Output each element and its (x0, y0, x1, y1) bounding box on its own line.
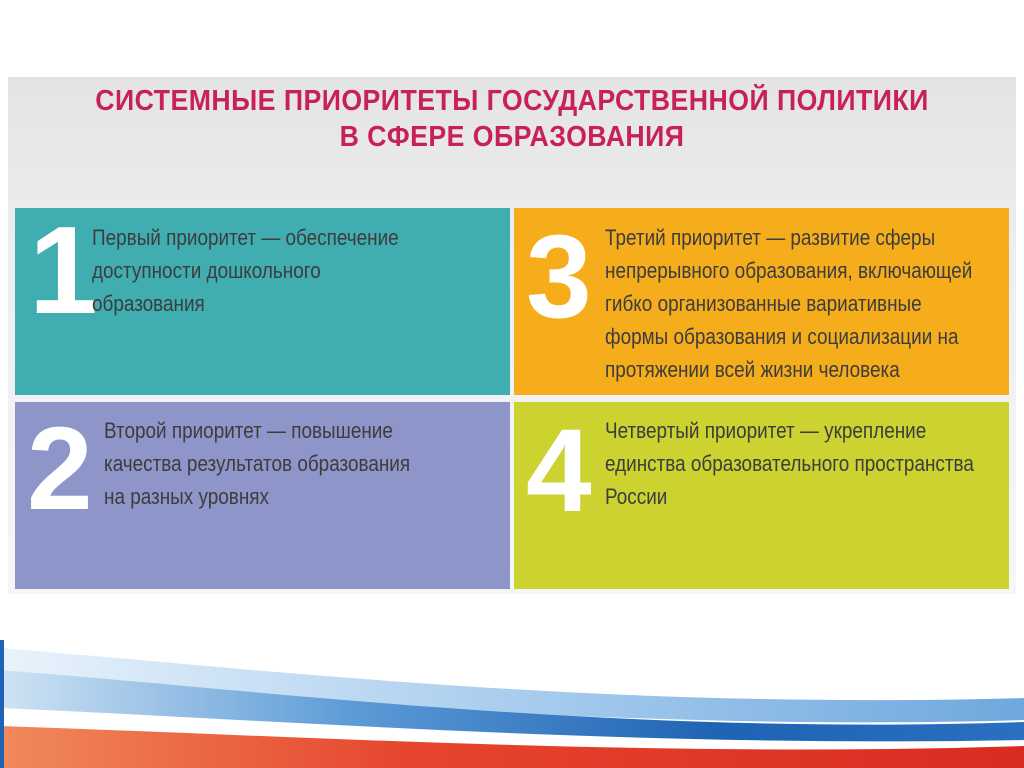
priority-text (92, 221, 399, 320)
priority-number: 1 (29, 202, 98, 340)
title-line-1: СИСТЕМНЫЕ ПРИОРИТЕТЫ ГОСУДАРСТВЕННОЙ ПОЛИТИКИ (95, 85, 929, 117)
priority-text-line: качества результатов образования (104, 451, 411, 476)
priority-text-line: России (605, 484, 668, 509)
priority-text (104, 414, 410, 513)
priority-card-3 (514, 208, 1009, 395)
priority-text-line: Первый приоритет — обеспечение (92, 225, 399, 250)
priority-text-line: единства образовательного пространства (605, 451, 974, 476)
priority-text-line: Третий приоритет — развитие сферы (605, 225, 936, 250)
priority-text-line: образования (92, 291, 205, 316)
wave-left-edge (0, 640, 4, 768)
priority-text-line: протяжении всей жизни человека (605, 357, 900, 382)
title-line-2: В СФЕРЕ ОБРАЗОВАНИЯ (339, 121, 685, 153)
slide-title (41, 83, 983, 155)
priority-card-1 (15, 202, 510, 395)
priority-card-2 (15, 402, 510, 589)
priority-text (605, 414, 974, 513)
priority-number: 2 (27, 403, 93, 535)
priority-number: 3 (526, 211, 592, 343)
priority-text-line: непрерывного образования, включающей (605, 258, 973, 283)
priority-card-4 (514, 402, 1009, 589)
priority-text (605, 221, 972, 386)
priority-text-line: формы образования и социализации на (605, 324, 959, 349)
priority-text-line: гибко организованные вариативные (605, 291, 922, 316)
priority-number: 4 (526, 405, 592, 537)
priority-text-line: доступности дошкольного (92, 258, 321, 283)
priority-text-line: Второй приоритет — повышение (104, 418, 393, 443)
priority-text-line: Четвертый приоритет — укрепление (605, 418, 927, 443)
priority-text-line: на разных уровнях (104, 484, 269, 509)
decorative-waves (0, 640, 1024, 768)
